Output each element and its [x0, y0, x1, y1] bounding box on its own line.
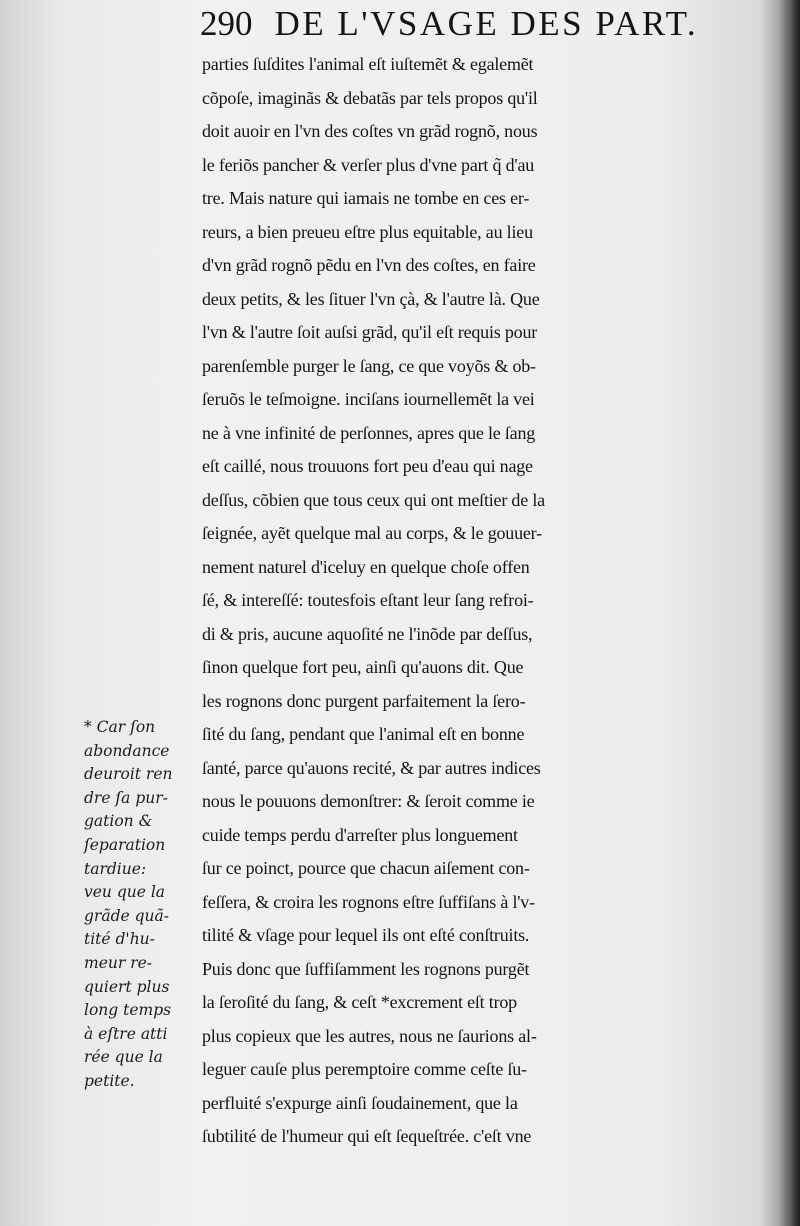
text-line: ſubtilité de l'humeur qui eſt ſequeſtrée. c'eſt vne [202, 1126, 532, 1146]
text-line: deſſus, cõbien que tous ceux qui ont meſtier de la [202, 489, 545, 510]
margin-note-line: tardiue: [84, 859, 147, 878]
text-line: leguer cauſe plus peremptoire comme ceſte ſu- [202, 1059, 527, 1079]
margin-note-line: quiert plus [84, 977, 170, 996]
text-line: ſeignée, ayẽt quelque mal au corps, & le gouuer- [202, 523, 542, 543]
margin-note-line: dre ſa pur- [84, 788, 168, 807]
text-line: eſt caillé, nous trouuons fort peu d'eau qui nage [202, 456, 533, 476]
text-line: l'vn & l'autre ſoit auſsi grãd, qu'il eſt requis pour [202, 322, 538, 342]
text-line: cuide temps perdu d'arreſter plus longuement [202, 824, 518, 845]
text-line: ſité du ſang, pendant que l'animal eſt en bonne [202, 724, 525, 744]
text-line: ſinon quelque fort peu, ainſi qu'auons dit. Que [202, 657, 524, 677]
margin-note-line: deuroit ren [84, 765, 173, 784]
text-line: parties ſuſdites l'animal eſt iuſtemẽt & egalemẽt [202, 54, 534, 74]
margin-note-line: gation & [84, 812, 153, 831]
text-line: la ſeroſité du ſang, & ceſt *excrement eſt trop [202, 992, 517, 1012]
text-line: d'vn grãd rognõ pẽdu en l'vn des coſtes, en faire [202, 255, 536, 275]
running-head [200, 4, 760, 44]
text-line: tre. Mais nature qui iamais ne tombe en ces er- [202, 188, 530, 208]
margin-note-line: petite. [84, 1071, 135, 1090]
text-line: le feriõs pancher & verſer plus d'vne part q̃ d'au [202, 154, 535, 175]
text-line: Puis donc que ſuffiſamment les rognons purgẽt [202, 958, 530, 979]
margin-note-line: à eſtre atti [84, 1024, 168, 1043]
margin-note-line: ſeparation [84, 835, 166, 854]
text-line: cõpoſe, imaginãs & debatãs par tels propos qu'il [202, 87, 538, 108]
body-text [202, 48, 772, 1154]
margin-note-line: * Car ſon [84, 718, 156, 736]
text-line: deux petits, & les ſituer l'vn çà, & l'autre là. Que [202, 288, 540, 309]
text-line: perfluité s'expurge ainſi ſoudainement, que la [202, 1092, 518, 1113]
text-line: parenſemble purger le ſang, ce que voyõs & ob- [202, 355, 536, 376]
text-line: plus copieux que les autres, nous ne ſaurions al- [202, 1025, 537, 1046]
text-line: di & pris, aucune aquoſité ne l'inõde par deſſus, [202, 623, 533, 644]
running-title: DE L'VSAGE DES PART. [274, 4, 699, 43]
margin-note-line: abondance [84, 741, 170, 760]
margin-note-line: long temps [84, 1001, 172, 1020]
text-line: nement naturel d'iceluy en quelque choſe offen [202, 556, 530, 577]
text-line: ſanté, parce qu'auons recité, & par autres indices [202, 757, 541, 778]
text-line: feſſera, & croira les rognons eſtre ſuffiſans à l'v- [202, 891, 535, 912]
text-line: les rognons donc purgent parfaitement la ſero- [202, 690, 526, 711]
text-line: ſur ce poinct, pource que chacun aiſement con- [202, 858, 530, 878]
margin-note-line: veu que la [84, 883, 166, 902]
text-line: tilité & vſage pour lequel ils ont eſté conſtruits. [202, 925, 530, 945]
text-line: reurs, a bien preueu eſtre plus equitable, au lieu [202, 221, 533, 242]
margin-note-line: rée que la [84, 1048, 163, 1067]
text-line: ne à vne infinité de perſonnes, apres que le ſang [202, 422, 536, 443]
marginal-note [84, 716, 198, 1094]
margin-note-line: meur re- [84, 953, 153, 972]
text-line: nous le pouuons demonſtrer: & ſeroit comme ie [202, 791, 535, 811]
margin-note-line: tité d'hu- [84, 930, 155, 949]
text-line: ſeruõs le teſmoigne. inciſans iournellemẽt la vei [202, 389, 535, 409]
page-number: 290 [200, 4, 253, 43]
text-line: doit auoir en l'vn des coſtes vn grãd rognõ, nous [202, 121, 538, 141]
gutter-shadow [778, 0, 800, 1226]
margin-note-line: grãde quã- [84, 906, 169, 925]
text-line: ſé, & intereſſé: toutesfois eſtant leur ſang refroi- [202, 590, 534, 610]
